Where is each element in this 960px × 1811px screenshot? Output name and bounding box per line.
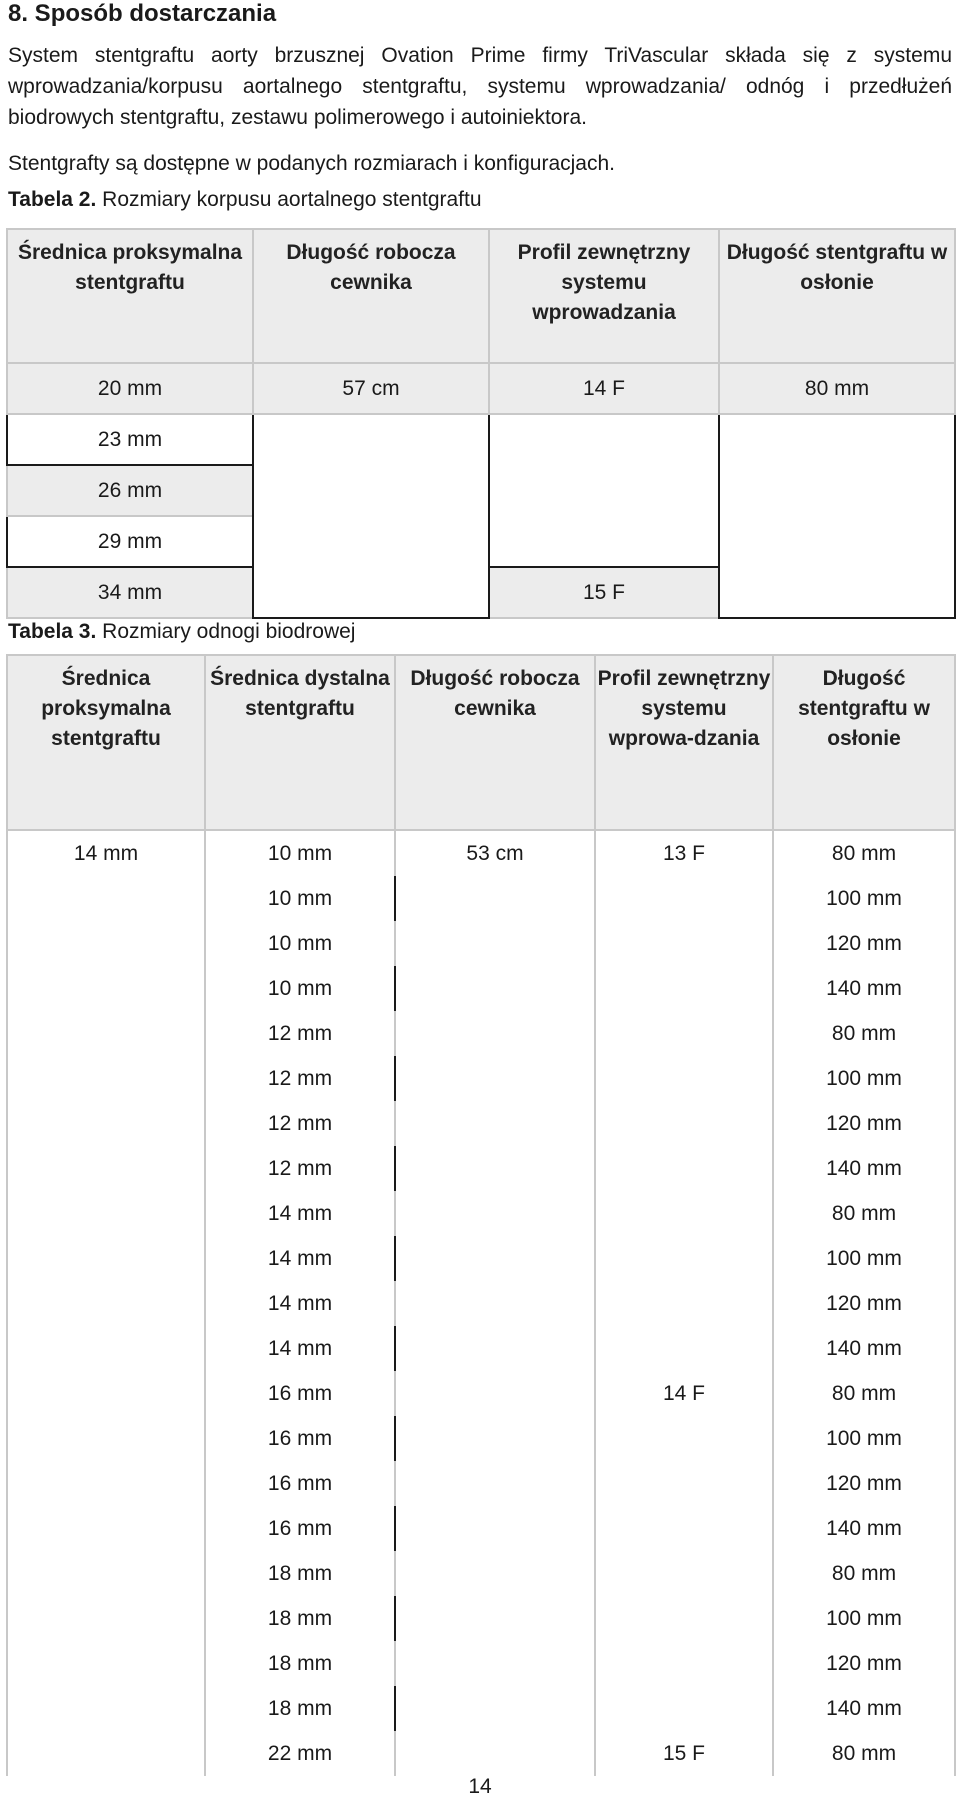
table2-cell: 20 mm [7,363,253,414]
table3-cell [395,1416,595,1461]
table3-cell: 22 mm [205,1731,395,1776]
table3-cell: 100 mm [773,1416,955,1461]
table3-caption-label: Tabela 3. [8,620,97,643]
table3-cell [395,921,595,966]
table3-cell [395,1146,595,1191]
table3-cell [7,1056,205,1101]
table3-cell [7,1506,205,1551]
table3-cell: 80 mm [773,830,955,876]
table3-cell: 140 mm [773,1686,955,1731]
table3-cell: 140 mm [773,1506,955,1551]
table3-cell [395,1461,595,1506]
table2-cell: 57 cm [253,363,489,414]
table3-cell: 100 mm [773,1056,955,1101]
table3-cell [595,1461,773,1506]
table2-cell: 29 mm [7,516,253,567]
table2-cell: 23 mm [7,414,253,465]
table2-caption-text: Rozmiary korpusu aortalnego stentgraftu [96,188,482,211]
table3-cell [395,1011,595,1056]
table3-header: Długość robocza cewnika [395,655,595,830]
table2-header: Średnica proksymalna stentgraftu [7,229,253,363]
table3-cell: 16 mm [205,1416,395,1461]
table3-cell: 100 mm [773,1236,955,1281]
table3-cell [595,966,773,1011]
table3-cell: 10 mm [205,921,395,966]
table3-cell: 14 mm [205,1281,395,1326]
table3-cell [595,921,773,966]
table3-cell: 18 mm [205,1596,395,1641]
table3-cell: 120 mm [773,1461,955,1506]
table2-caption-label: Tabela 2. [8,188,97,211]
table3-cell [7,1146,205,1191]
table3-cell: 14 F [595,1371,773,1416]
table3-cell [7,1236,205,1281]
table2-cell: 34 mm [7,567,253,618]
table3-cell: 13 F [595,830,773,876]
table3-cell [395,1191,595,1236]
page-number: 14 [468,1775,492,1798]
table3-cell: 100 mm [773,876,955,921]
table3-cell: 80 mm [773,1731,955,1776]
table3-cell: 120 mm [773,1101,955,1146]
table3-cell: 10 mm [205,876,395,921]
table3-cell [395,1371,595,1416]
table2-cell: 14 F [489,363,719,414]
table3-cell: 10 mm [205,830,395,876]
table3-cell [595,1686,773,1731]
intro-paragraph: System stentgraftu aorty brzusznej Ovation Prime firmy TriVascular składa się z systemu wprowadzania/korpusu aortalnego stentgraftu, systemu wprowadzania/ odnóg i przedłużeń biodrowych stentgraftu, zestawu polimerowego i autoiniektora. [8,44,952,129]
table3-cell [395,1596,595,1641]
table2-header: Długość stentgraftu w osłonie [719,229,955,363]
table3-cell: 12 mm [205,1101,395,1146]
table3-cell: 53 cm [395,830,595,876]
table3-cell [7,1191,205,1236]
table3-cell [395,1551,595,1596]
table3-cell [395,1731,595,1776]
table3-cell: 14 mm [205,1236,395,1281]
table3-cell: 80 mm [773,1371,955,1416]
table3-cell [7,966,205,1011]
table3-cell [395,1236,595,1281]
table3-cell: 18 mm [205,1686,395,1731]
table3-cell [395,1281,595,1326]
table3-cell: 12 mm [205,1146,395,1191]
table3-cell: 10 mm [205,966,395,1011]
table3-cell: 16 mm [205,1461,395,1506]
table3-cell: 14 mm [205,1326,395,1371]
table2-header: Długość robocza cewnika [253,229,489,363]
table3-cell [7,1551,205,1596]
table3-cell: 120 mm [773,1641,955,1686]
table3-cell [7,1641,205,1686]
table3-cell [395,1056,595,1101]
table3-cell: 16 mm [205,1371,395,1416]
availability-paragraph: Stentgrafty są dostępne w podanych rozmiarach i konfiguracjach. [8,152,616,175]
table3-cell [395,1326,595,1371]
table3-cell [7,1596,205,1641]
iliac-limb-size-table [6,654,956,1776]
table3-cell: 14 mm [205,1191,395,1236]
table3-cell [395,1506,595,1551]
table3-cell: 80 mm [773,1011,955,1056]
table2-cell [489,414,719,567]
table3-cell [395,966,595,1011]
table2-cell: 80 mm [719,363,955,414]
table3-cell [7,1686,205,1731]
table3-cell [395,1641,595,1686]
table3-cell: 14 mm [7,830,205,876]
table3-cell: 12 mm [205,1056,395,1101]
table3-cell: 18 mm [205,1551,395,1596]
table3-cell [595,1101,773,1146]
table3-cell [7,1416,205,1461]
table3-cell [7,1461,205,1506]
table2-cell [719,414,955,618]
section-heading: 8. Sposób dostarczania [8,0,277,27]
table3-cell [595,1146,773,1191]
table3-cell [7,1011,205,1056]
table3-cell [395,1101,595,1146]
table3-cell [7,1326,205,1371]
table2-cell: 26 mm [7,465,253,516]
table3-cell [595,1011,773,1056]
table3-cell [595,1506,773,1551]
table3-cell: 140 mm [773,1146,955,1191]
table3-cell [595,1236,773,1281]
table3-cell [595,1191,773,1236]
table3-cell [395,876,595,921]
table3-cell [7,1731,205,1776]
table2-cell: 15 F [489,567,719,618]
table3-cell: 140 mm [773,1326,955,1371]
table3-cell [595,1596,773,1641]
table3-header: Średnica proksymalna stentgraftu [7,655,205,830]
table3-cell: 120 mm [773,1281,955,1326]
table3-cell: 120 mm [773,921,955,966]
table3-caption [8,620,355,644]
table3-cell [7,1101,205,1146]
table3-cell [7,1371,205,1416]
table3-cell [7,921,205,966]
table3-cell [595,1281,773,1326]
aortic-body-size-table [6,228,956,619]
table3-cell [595,1416,773,1461]
table3-cell: 12 mm [205,1011,395,1056]
table3-cell: 140 mm [773,966,955,1011]
table3-cell [7,1281,205,1326]
table3-cell: 15 F [595,1731,773,1776]
table3-cell [595,1641,773,1686]
table3-cell [595,876,773,921]
table3-cell [395,1686,595,1731]
table2-cell [253,414,489,618]
table2-caption [8,188,482,212]
table3-header: Profil zewnętrzny systemu wprowa-dzania [595,655,773,830]
table3-cell: 80 mm [773,1191,955,1236]
table3-header: Długość stentgraftu w osłonie [773,655,955,830]
table3-cell: 18 mm [205,1641,395,1686]
table3-cell: 100 mm [773,1596,955,1641]
table3-cell [7,876,205,921]
table2-header: Profil zewnętrzny systemu wprowadzania [489,229,719,363]
table3-cell [595,1551,773,1596]
table3-header: Średnica dystalna stentgraftu [205,655,395,830]
table3-caption-text: Rozmiary odnogi biodrowej [96,620,356,643]
table3-cell: 16 mm [205,1506,395,1551]
table3-cell: 80 mm [773,1551,955,1596]
table3-cell [595,1056,773,1101]
table3-cell [595,1326,773,1371]
